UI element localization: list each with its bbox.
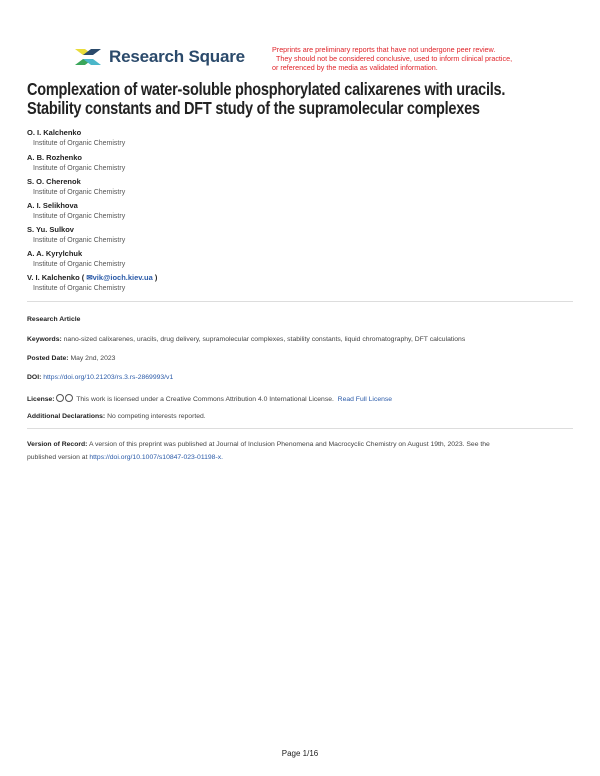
article-type-label: Research Article (27, 316, 81, 323)
vor-text: A version of this preprint was published at Journal of Inclusion Phenomena and Macrocyclic Chemistry on August 19th, 2023. See the (88, 441, 490, 448)
license-label: License: (27, 396, 55, 403)
posted-date (27, 355, 115, 362)
declarations-value: No competing interests reported. (107, 413, 206, 420)
doi-label: DOI: (27, 374, 42, 381)
author-email-link[interactable]: vik@ioch.kiev.ua (92, 273, 153, 282)
doi (27, 374, 173, 381)
posted-label: Posted Date: (27, 355, 69, 362)
doi-link[interactable]: https://doi.org/10.21203/rs.3.rs-2869993/v1 (43, 374, 174, 381)
vor-text: published version at (27, 454, 88, 461)
title-line: Stability constants and DFT study of the supramolecular complexes (27, 98, 480, 118)
disclaimer-line: Preprints are preliminary reports that have not undergone peer review. (272, 45, 496, 54)
keywords (27, 336, 465, 343)
logo-text: Research Square (109, 47, 245, 66)
author-name: S. Yu. Sulkov (27, 225, 74, 234)
disclaimer-line: or referenced by the media as validated information. (272, 63, 438, 72)
keywords-label: Keywords: (27, 336, 62, 343)
author-name: O. I. Kalchenko (27, 128, 82, 137)
paper-title (27, 80, 505, 118)
author-name: A. A. Kyrylchuk (27, 249, 83, 258)
author-affiliation: Institute of Organic Chemistry (33, 213, 126, 220)
corresponding-author: V. I. Kalchenko ( ✉vik@ioch.kiev.ua ) (27, 273, 158, 282)
research-square-logo[interactable] (75, 47, 245, 67)
author-name: A. I. Selikhova (27, 201, 78, 210)
author-name: V. I. Kalchenko (27, 273, 80, 282)
author-affiliation: Institute of Organic Chemistry (33, 165, 126, 172)
disclaimer-line: They should not be considered conclusive, used to inform clinical practice, (276, 54, 513, 63)
posted-value: May 2nd, 2023 (70, 355, 116, 362)
cc-by-icon (65, 394, 73, 402)
author-affiliation: Institute of Organic Chemistry (33, 140, 126, 147)
author-affiliation: Institute of Organic Chemistry (33, 285, 126, 292)
keywords-value: nano-sized calixarenes, uracils, drug delivery, supramolecular complexes, stability constants, liquid chromatography, DFT calculations (63, 336, 466, 343)
author-affiliation: Institute of Organic Chemistry (33, 189, 126, 196)
page-number: Page 1/16 (281, 749, 319, 758)
vor-link[interactable]: https://doi.org/10.1007/s10847-023-01198-x. (89, 454, 224, 461)
additional-declarations (27, 413, 206, 420)
article-type (27, 316, 80, 323)
version-of-record (27, 441, 490, 448)
version-of-record-link-line (27, 454, 223, 461)
author-affiliation: Institute of Organic Chemistry (33, 237, 126, 244)
declarations-label: Additional Declarations: (27, 413, 106, 420)
cc-icon (56, 394, 64, 402)
divider (27, 301, 573, 302)
author-name: S. O. Cherenok (27, 177, 81, 186)
title-line: Complexation of water-soluble phosphorylated calixarenes with uracils. (27, 79, 506, 99)
preprint-disclaimer (272, 45, 512, 72)
email-icon: ✉ (86, 273, 93, 282)
author-name: A. B. Rozhenko (27, 153, 83, 162)
author-affiliation: Institute of Organic Chemistry (33, 261, 126, 268)
logo-icon (75, 47, 101, 67)
read-full-license-link[interactable]: Read Full License (337, 396, 393, 403)
license-text: This work is licensed under a Creative Commons Attribution 4.0 International License. (76, 396, 334, 403)
vor-label: Version of Record: (27, 441, 88, 448)
license (27, 394, 392, 403)
divider (27, 428, 573, 429)
